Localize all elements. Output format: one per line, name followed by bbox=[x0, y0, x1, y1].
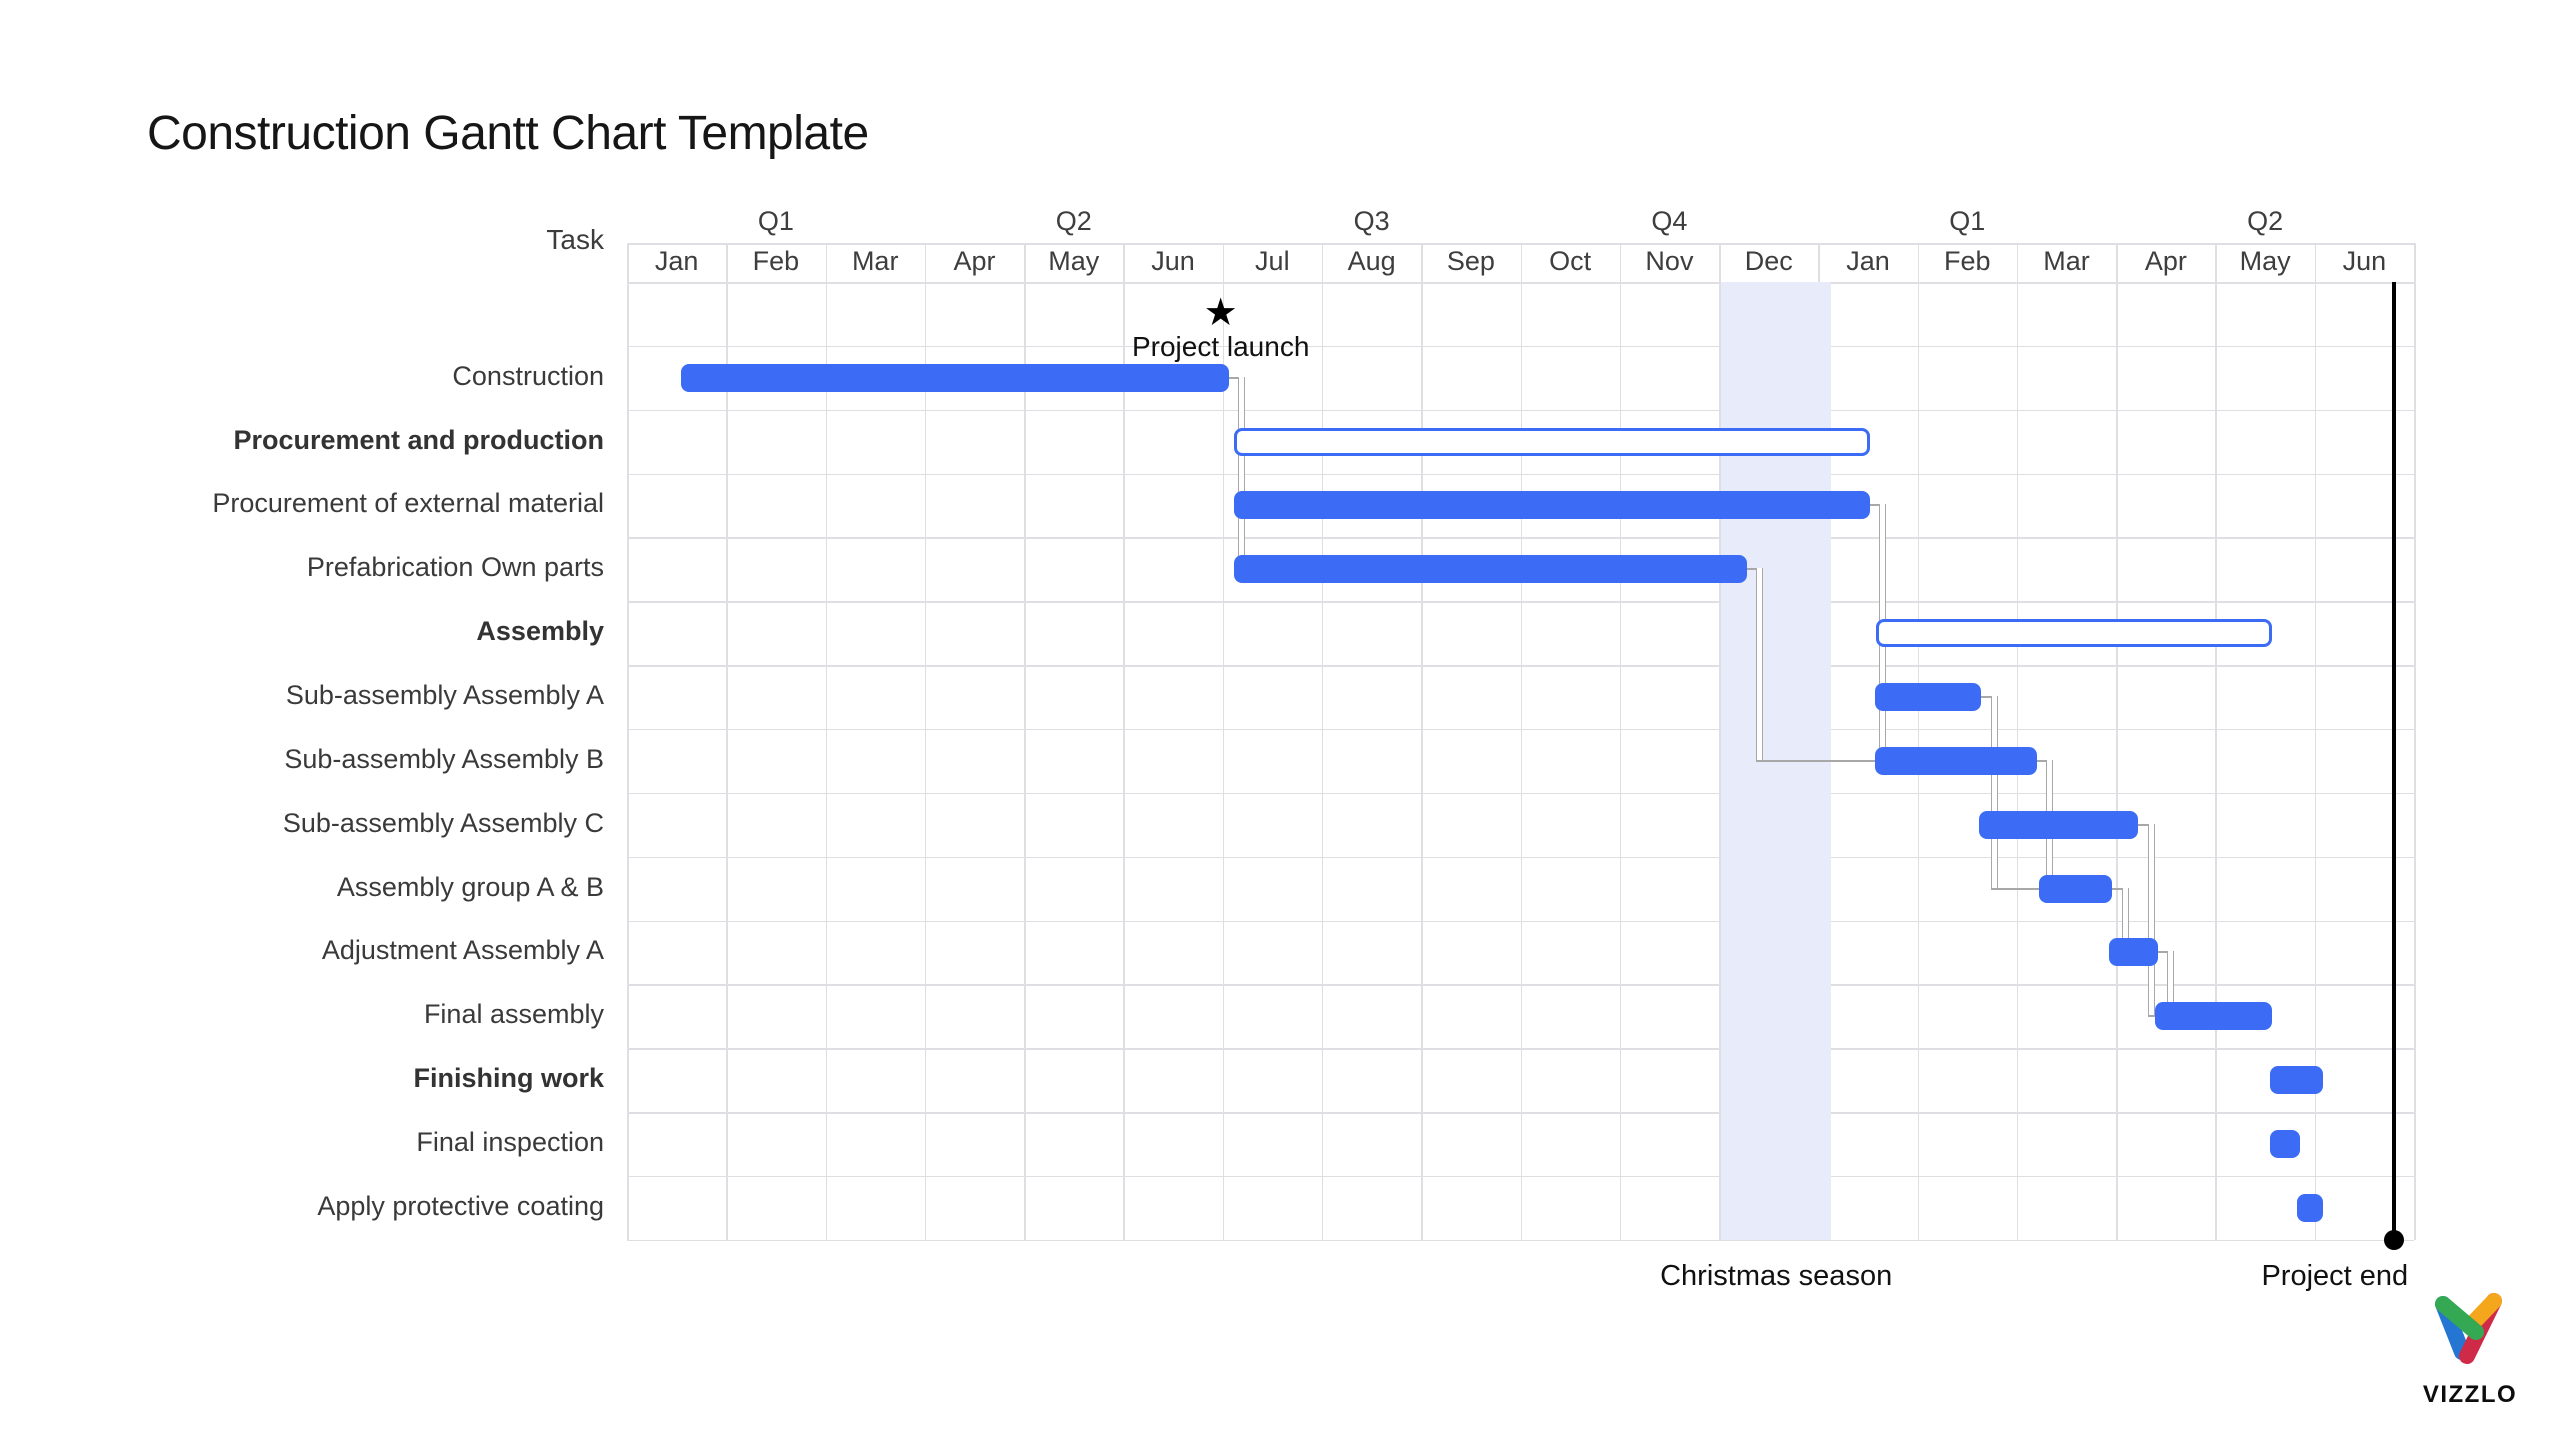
task-label-sub-b: Sub-assembly Assembly B bbox=[284, 743, 604, 774]
grid-line-vertical bbox=[925, 243, 927, 1240]
bar-procurement-production[interactable] bbox=[1234, 428, 1870, 456]
bar-sub-b[interactable] bbox=[1875, 747, 2037, 775]
month-label: Jun bbox=[2342, 246, 2387, 276]
grid-line-horizontal bbox=[627, 1240, 2414, 1242]
grid-line-horizontal bbox=[627, 601, 2414, 603]
connector-drop bbox=[1756, 568, 1763, 762]
quarter-label: Q4 bbox=[1651, 206, 1688, 236]
bar-sub-a[interactable] bbox=[1875, 683, 1981, 711]
bar-sub-c[interactable] bbox=[1979, 811, 2138, 839]
grid-line-horizontal bbox=[627, 729, 2414, 731]
grid-line-vertical bbox=[1918, 243, 1920, 1240]
month-label: Jun bbox=[1151, 246, 1195, 276]
connector-drop bbox=[2148, 824, 2155, 1018]
grid-line-horizontal bbox=[627, 1176, 2414, 1178]
month-label: Oct bbox=[1549, 246, 1592, 276]
quarter-label: Q1 bbox=[1949, 206, 1986, 236]
task-label-final-inspection: Final inspection bbox=[416, 1126, 604, 1157]
task-label-construction: Construction bbox=[452, 360, 604, 391]
grid-line-horizontal bbox=[627, 857, 2414, 859]
quarter-label: Q1 bbox=[757, 206, 794, 236]
task-label-assembly: Assembly bbox=[476, 616, 604, 647]
grid-line-horizontal bbox=[627, 537, 2414, 539]
month-label: Feb bbox=[1944, 246, 1991, 276]
grid-line-vertical bbox=[2116, 243, 2118, 1240]
task-label-prefabrication: Prefabrication Own parts bbox=[306, 552, 604, 583]
month-label: Dec bbox=[1744, 246, 1793, 276]
month-label: Mar bbox=[851, 246, 899, 276]
task-label-adjustment: Adjustment Assembly A bbox=[321, 935, 604, 966]
month-label: Jul bbox=[1255, 246, 1290, 276]
vizzlo-logo[interactable] bbox=[2414, 1290, 2526, 1409]
grid-line-horizontal bbox=[627, 282, 2414, 284]
project-end-line[interactable] bbox=[2392, 282, 2396, 1240]
grid-line-horizontal bbox=[627, 474, 2414, 476]
connector-run bbox=[1756, 760, 1875, 762]
month-label: Feb bbox=[752, 246, 800, 276]
grid-line-horizontal bbox=[627, 793, 2414, 795]
bar-apply-coating[interactable] bbox=[2297, 1194, 2323, 1222]
bar-adjustment[interactable] bbox=[2109, 938, 2158, 966]
task-label-procurement-external: Procurement of external material bbox=[212, 488, 604, 519]
bar-final-assembly[interactable] bbox=[2155, 1002, 2272, 1030]
christmas-season-label: Christmas season bbox=[1660, 1259, 1893, 1292]
quarter-label: Q2 bbox=[1055, 206, 1092, 236]
task-label-sub-c: Sub-assembly Assembly C bbox=[282, 807, 604, 838]
bar-group-ab[interactable] bbox=[2039, 875, 2112, 903]
task-label-finishing: Finishing work bbox=[413, 1063, 604, 1094]
grid-line-horizontal bbox=[627, 984, 2414, 986]
grid-line-vertical bbox=[726, 243, 728, 1240]
grid-line-vertical bbox=[1521, 243, 1523, 1240]
month-label: Jan bbox=[1846, 246, 1890, 276]
project-end-dot bbox=[2384, 1230, 2404, 1250]
month-label: Mar bbox=[2043, 246, 2090, 276]
grid-line-horizontal bbox=[627, 1048, 2414, 1050]
connector-run bbox=[1991, 888, 2039, 890]
bar-finishing[interactable] bbox=[2270, 1066, 2323, 1094]
grid-line-vertical bbox=[1223, 243, 1225, 1240]
task-label-final-assembly: Final assembly bbox=[423, 999, 604, 1030]
grid-line-vertical bbox=[2414, 243, 2416, 1240]
month-label: May bbox=[1048, 246, 1100, 276]
month-label: Nov bbox=[1645, 246, 1694, 276]
grid-line-vertical bbox=[826, 243, 828, 1240]
page-title: Construction Gantt Chart Template bbox=[147, 107, 869, 160]
connector-run bbox=[2148, 1015, 2155, 1017]
grid-line-horizontal bbox=[627, 665, 2414, 667]
month-label: Apr bbox=[2144, 246, 2187, 276]
grid-line-vertical bbox=[627, 243, 629, 1240]
bar-prefabrication[interactable] bbox=[1234, 555, 1747, 583]
bar-procurement-external[interactable] bbox=[1234, 491, 1870, 519]
grid-line-vertical bbox=[2215, 243, 2217, 1240]
quarter-label: Q2 bbox=[2247, 206, 2284, 236]
project-end-label: Project end bbox=[2261, 1259, 2409, 1292]
month-label: Apr bbox=[953, 246, 996, 276]
bar-construction[interactable] bbox=[681, 364, 1229, 392]
month-label: Jan bbox=[654, 246, 699, 276]
task-label-sub-a: Sub-assembly Assembly A bbox=[285, 680, 604, 711]
month-label: Sep bbox=[1446, 246, 1495, 276]
month-label: Aug bbox=[1347, 246, 1396, 276]
grid-line-horizontal bbox=[627, 243, 2414, 245]
grid-line-vertical bbox=[1421, 243, 1423, 1240]
vizzlo-wordmark: VIZZLO bbox=[2422, 1381, 2518, 1408]
task-label-group-ab: Assembly group A & B bbox=[336, 871, 604, 902]
vizzlo-v-logo-icon bbox=[2420, 1290, 2520, 1374]
grid-line-vertical bbox=[2017, 243, 2019, 1240]
month-label: May bbox=[2239, 246, 2291, 276]
task-label-procurement-production: Procurement and production bbox=[233, 424, 604, 455]
grid-line-horizontal bbox=[627, 921, 2414, 923]
bar-final-inspection[interactable] bbox=[2270, 1130, 2300, 1158]
grid-line-vertical bbox=[1620, 243, 1622, 1240]
milestone-label: Project launch bbox=[1131, 330, 1310, 362]
grid-line-vertical bbox=[1322, 243, 1324, 1240]
task-label-apply-coating: Apply protective coating bbox=[317, 1190, 604, 1221]
milestone-star-icon[interactable]: ★ bbox=[1203, 289, 1238, 334]
task-column-header: Task bbox=[546, 224, 604, 255]
grid-line-horizontal bbox=[627, 1112, 2414, 1114]
quarter-label: Q3 bbox=[1353, 206, 1390, 236]
connector-drop bbox=[1991, 696, 1998, 890]
grid-line-horizontal bbox=[627, 346, 2414, 348]
grid-line-vertical bbox=[1024, 243, 1026, 1240]
grid-line-horizontal bbox=[627, 410, 2414, 412]
grid-line-vertical bbox=[1123, 243, 1125, 1240]
bar-assembly[interactable] bbox=[1876, 619, 2272, 647]
connector-drop bbox=[1238, 377, 1245, 571]
